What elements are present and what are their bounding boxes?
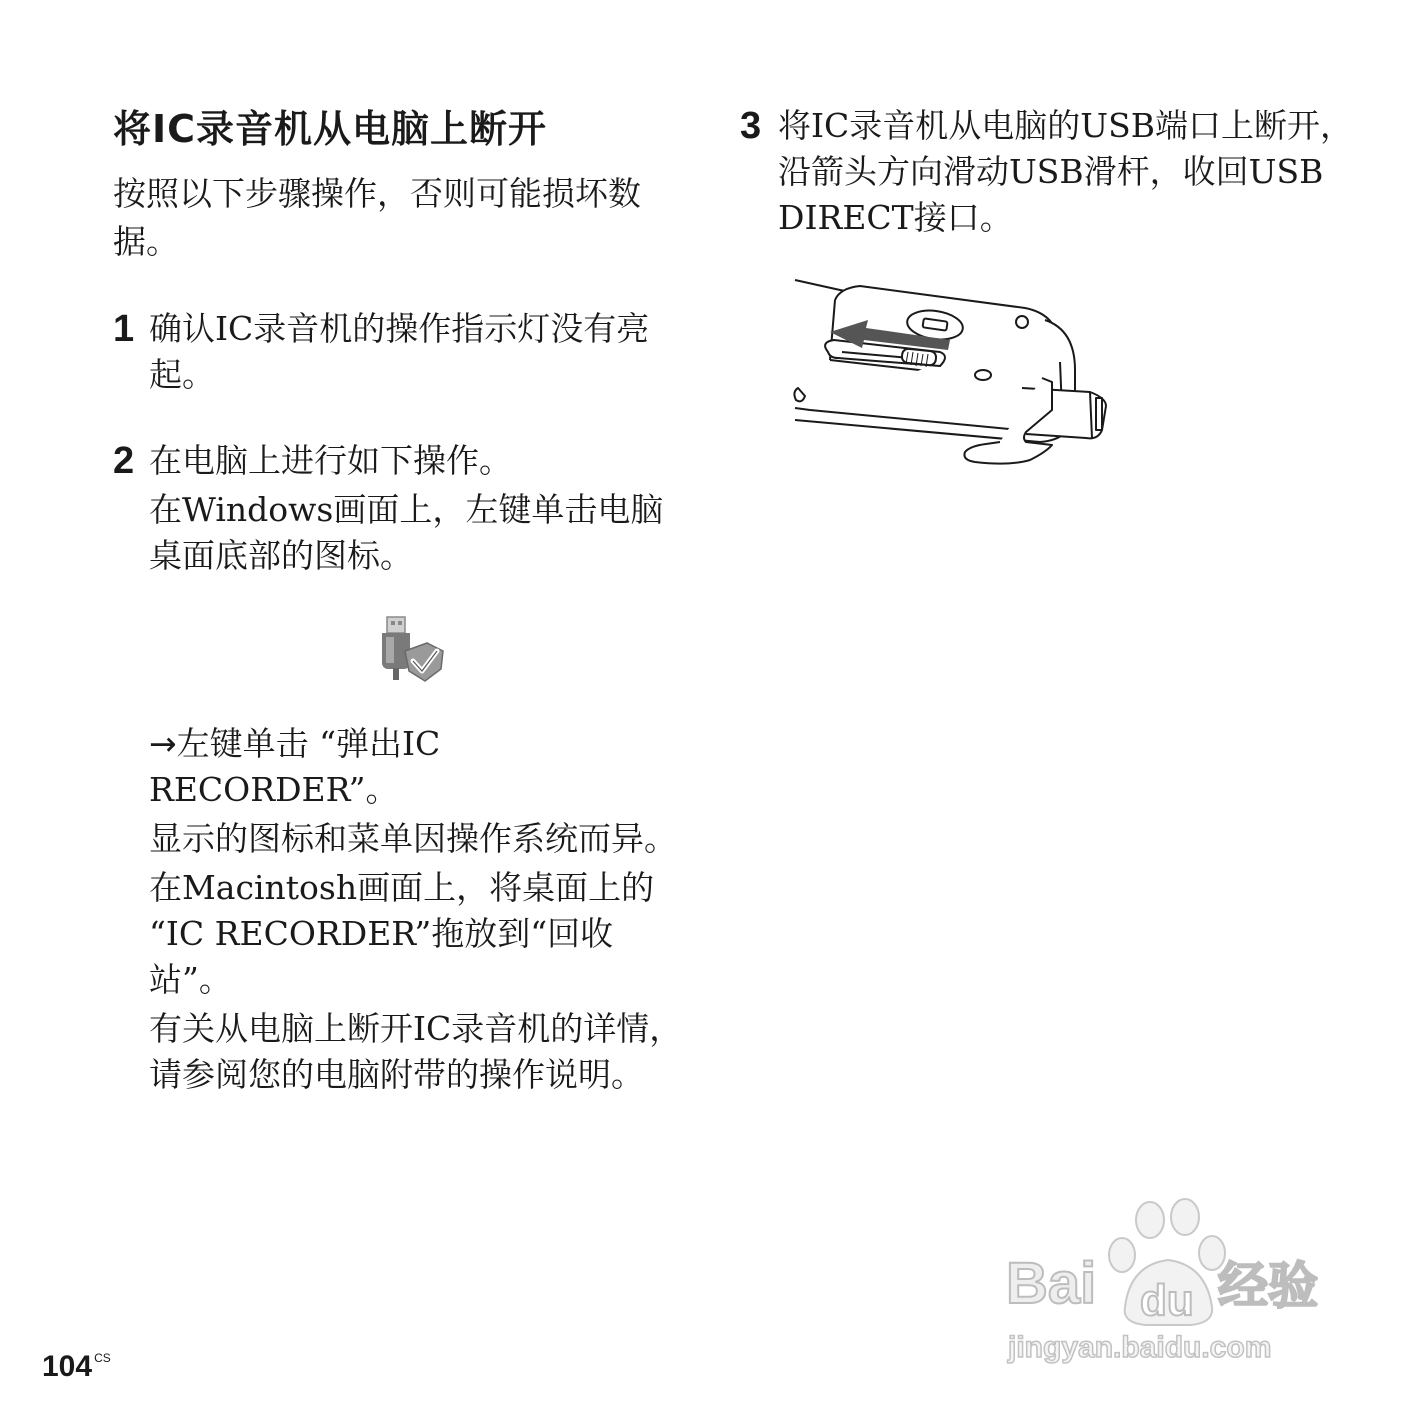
step-number: 2 bbox=[113, 440, 135, 482]
step-2 bbox=[113, 438, 693, 1098]
arrow-icon: → bbox=[149, 724, 177, 763]
usb-eject-icon bbox=[377, 613, 447, 685]
step-text: 确认IC录音机的操作指示灯没有亮起。 bbox=[149, 309, 650, 394]
page-number: 104 $^{CS}$ bbox=[42, 1350, 111, 1383]
ic-recorder-usb-slide-illustration bbox=[790, 270, 1150, 480]
step-1 bbox=[113, 306, 693, 398]
svg-text:Bai: Bai bbox=[1006, 1251, 1097, 1316]
intro-text: 按照以下步骤操作，否则可能损坏数据。 bbox=[113, 174, 641, 261]
step-number: 1 bbox=[113, 308, 135, 350]
page-suffix: CS bbox=[94, 1351, 111, 1365]
step-text: 有关从电脑上断开IC录音机的详情，请参阅您的电脑附带的操作说明。 bbox=[149, 1009, 683, 1094]
step-text-eject: →左键单击 “弹出IC RECORDER”。 bbox=[149, 724, 441, 809]
svg-text:du: du bbox=[1140, 1276, 1194, 1325]
step-text: 将IC录音机从电脑的USB端口上断开，沿箭头方向滑动USB滑杆，收回USB DIRECT接口。 bbox=[778, 106, 1353, 237]
svg-text:jingyan.baidu.com: jingyan.baidu.com bbox=[1008, 1331, 1272, 1364]
page-title: 将IC录音机从电脑上断开 bbox=[113, 107, 548, 151]
step-number: 3 bbox=[740, 105, 762, 147]
step-text: 在电脑上进行如下操作。 bbox=[149, 441, 512, 480]
baidu-jingyan-watermark bbox=[1000, 1195, 1340, 1370]
step-text: 在Macintosh画面上，将桌面上的 “IC RECORDER”拖放到“回收站”。 bbox=[149, 868, 655, 999]
step-text: 显示的图标和菜单因操作系统而异。 bbox=[149, 819, 677, 858]
step-text: 在Windows画面上，左键单击电脑桌面底部的图标。 bbox=[149, 490, 664, 575]
svg-text:经验: 经验 bbox=[1218, 1258, 1318, 1314]
step-3 bbox=[740, 103, 1380, 241]
